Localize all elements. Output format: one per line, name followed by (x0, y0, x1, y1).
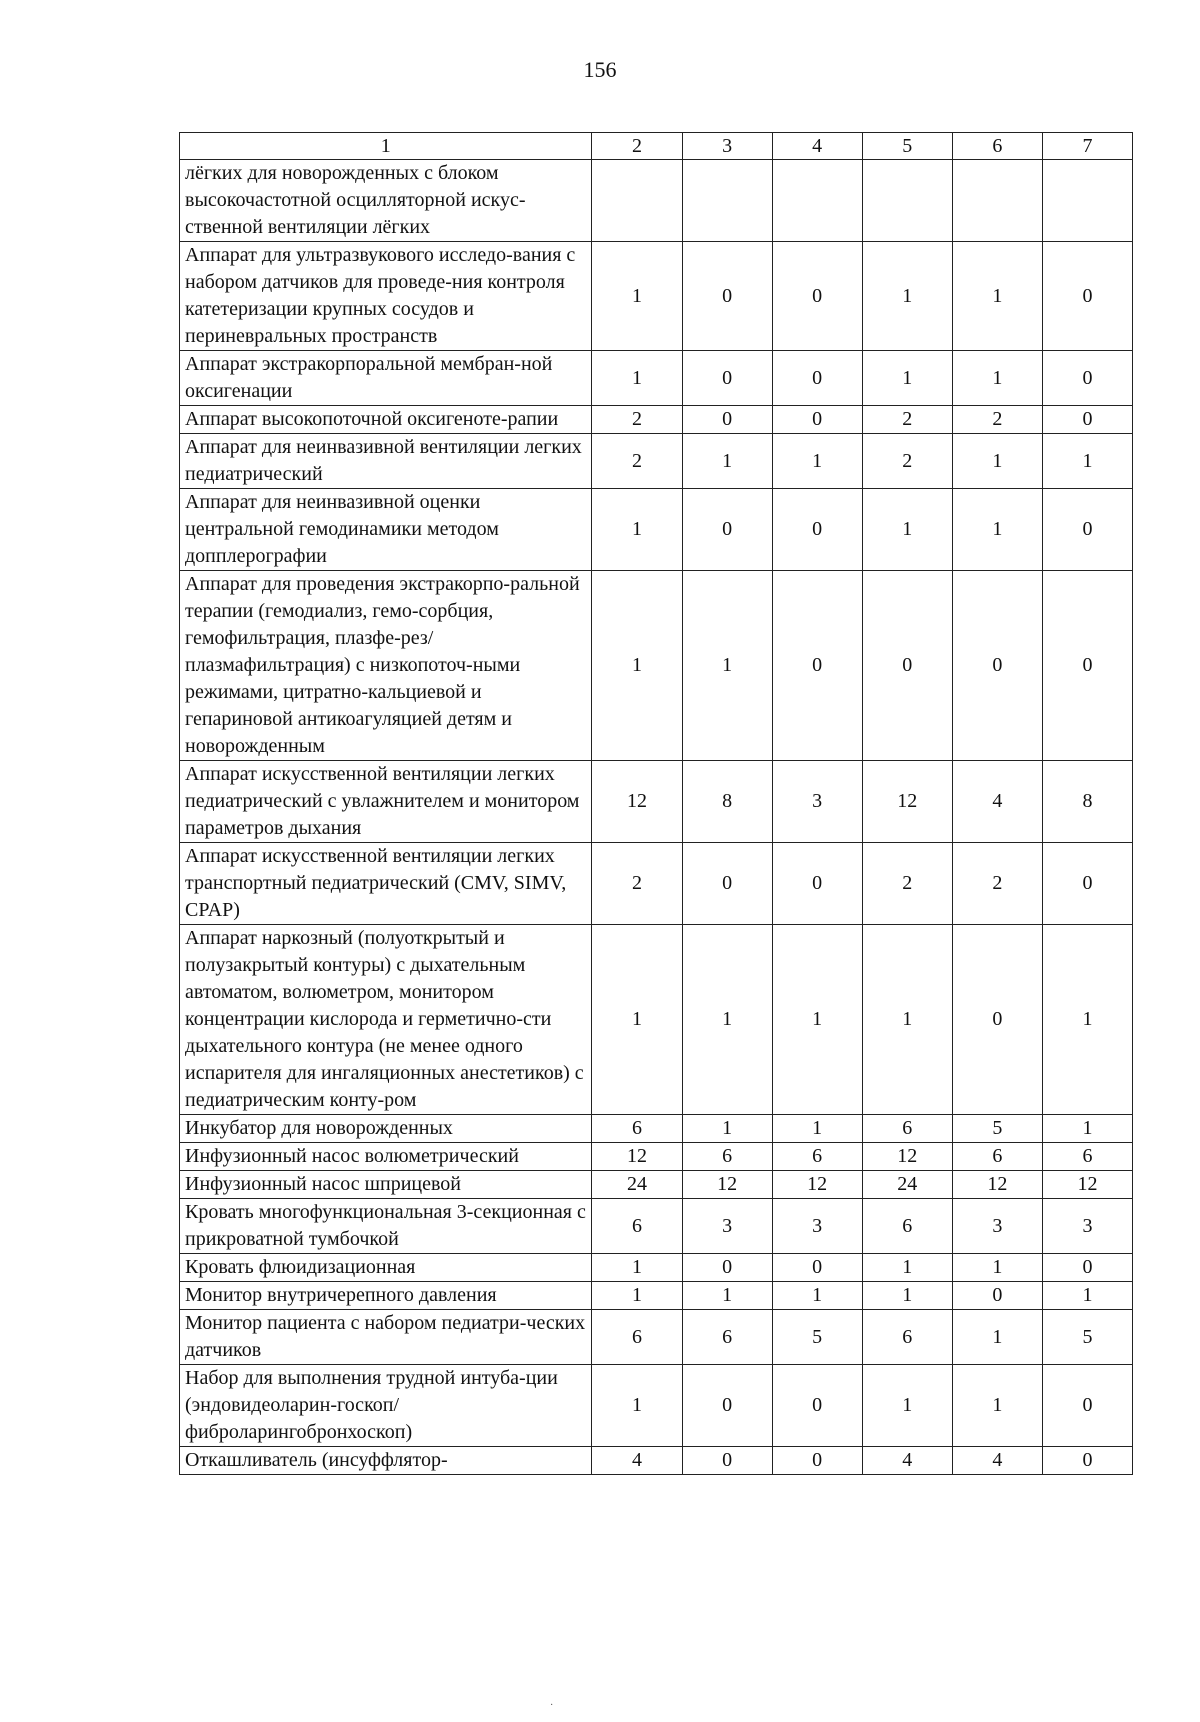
quantity-cell: 0 (682, 351, 772, 406)
quantity-cell: 12 (772, 1171, 862, 1199)
quantity-cell: 0 (1042, 242, 1132, 351)
quantity-cell: 4 (952, 761, 1042, 843)
column-header: 4 (772, 133, 862, 160)
quantity-cell: 0 (682, 843, 772, 925)
quantity-cell: 12 (592, 761, 682, 843)
column-header: 2 (592, 133, 682, 160)
quantity-cell: 12 (592, 1143, 682, 1171)
quantity-cell: 0 (682, 1254, 772, 1282)
quantity-cell: 2 (952, 843, 1042, 925)
quantity-cell: 0 (772, 489, 862, 571)
quantity-cell: 0 (772, 571, 862, 761)
equipment-name-cell: Инфузионный насос шприцевой (180, 1171, 592, 1199)
equipment-name-cell: Аппарат высокопоточной оксигеноте-рапии (180, 406, 592, 434)
table-row (180, 1143, 1133, 1171)
quantity-cell: 8 (682, 761, 772, 843)
quantity-cell: 12 (682, 1171, 772, 1199)
quantity-cell: 0 (952, 1282, 1042, 1310)
quantity-cell: 1 (682, 571, 772, 761)
quantity-cell: 1 (862, 1282, 952, 1310)
equipment-name-cell: Аппарат наркозный (полуоткрытый и полузакрытый контуры) с дыхательным автоматом, волюметром, монитором концентрации кислорода и герметично-сти дыхательного контура (не менее одного испарителя для ингаляционных анестетиков) с педиатрическим конту-ром (180, 925, 592, 1115)
table-row (180, 1447, 1133, 1475)
quantity-cell: 3 (772, 761, 862, 843)
quantity-cell: 12 (862, 761, 952, 843)
quantity-cell: 4 (862, 1447, 952, 1475)
quantity-cell: 0 (772, 1365, 862, 1447)
quantity-cell: 0 (682, 242, 772, 351)
quantity-cell: 2 (592, 843, 682, 925)
quantity-cell: 1 (1042, 925, 1132, 1115)
quantity-cell: 2 (862, 434, 952, 489)
equipment-table-container (179, 132, 1133, 1475)
quantity-cell: 2 (952, 406, 1042, 434)
quantity-cell: 1 (952, 1310, 1042, 1365)
quantity-cell: 1 (952, 1365, 1042, 1447)
quantity-cell: 1 (682, 1115, 772, 1143)
table-row (180, 843, 1133, 925)
quantity-cell: 24 (592, 1171, 682, 1199)
quantity-cell: 0 (1042, 843, 1132, 925)
quantity-cell: 1 (952, 489, 1042, 571)
quantity-cell: 1 (862, 242, 952, 351)
quantity-cell: 0 (1042, 1254, 1132, 1282)
quantity-cell: 6 (772, 1143, 862, 1171)
quantity-cell (952, 160, 1042, 242)
quantity-cell: 1 (1042, 434, 1132, 489)
table-row (180, 1171, 1133, 1199)
equipment-name-cell: Аппарат для ультразвукового исследо-вания с набором датчиков для проведе-ния контроля катетеризации крупных сосудов и периневральных пространств (180, 242, 592, 351)
quantity-cell: 1 (772, 1282, 862, 1310)
quantity-cell: 5 (772, 1310, 862, 1365)
quantity-cell: 1 (682, 925, 772, 1115)
quantity-cell: 4 (592, 1447, 682, 1475)
quantity-cell: 1 (862, 925, 952, 1115)
table-row (180, 434, 1133, 489)
quantity-cell: 0 (772, 351, 862, 406)
quantity-cell: 0 (952, 925, 1042, 1115)
quantity-cell (682, 160, 772, 242)
quantity-cell: 0 (772, 242, 862, 351)
column-header: 3 (682, 133, 772, 160)
equipment-name-cell: Инкубатор для новорожденных (180, 1115, 592, 1143)
quantity-cell: 0 (952, 571, 1042, 761)
equipment-name-cell: Инфузионный насос волюметрический (180, 1143, 592, 1171)
quantity-cell: 0 (1042, 406, 1132, 434)
quantity-cell: 1 (862, 351, 952, 406)
quantity-cell: 1 (772, 925, 862, 1115)
quantity-cell: 1 (952, 1254, 1042, 1282)
column-header: 5 (862, 133, 952, 160)
quantity-cell: 0 (772, 843, 862, 925)
equipment-name-cell: Откашливатель (инсуффлятор- (180, 1447, 592, 1475)
quantity-cell: 1 (772, 1115, 862, 1143)
quantity-cell: 2 (592, 434, 682, 489)
quantity-cell: 1 (862, 1365, 952, 1447)
equipment-name-cell: Кровать многофункциональная 3-секционная с прикроватной тумбочкой (180, 1199, 592, 1254)
quantity-cell: 0 (1042, 351, 1132, 406)
quantity-cell: 0 (682, 489, 772, 571)
equipment-name-cell: Аппарат искусственной вентиляции легких педиатрический с увлажнителем и монитором параметров дыхания (180, 761, 592, 843)
quantity-cell: 1 (592, 571, 682, 761)
quantity-cell: 1 (682, 434, 772, 489)
quantity-cell (1042, 160, 1132, 242)
table-header-row (180, 133, 1133, 160)
quantity-cell: 1 (1042, 1282, 1132, 1310)
column-header: 1 (180, 133, 592, 160)
equipment-name-cell: Аппарат экстракорпоральной мембран-ной оксигенации (180, 351, 592, 406)
equipment-name-cell: Аппарат искусственной вентиляции легких транспортный педиатрический (CMV, SIMV, CPAP) (180, 843, 592, 925)
quantity-cell: 6 (862, 1310, 952, 1365)
quantity-cell: 1 (592, 1282, 682, 1310)
table-row (180, 406, 1133, 434)
table-row (180, 160, 1133, 242)
quantity-cell: 1 (862, 489, 952, 571)
quantity-cell: 0 (862, 571, 952, 761)
table-row (180, 1365, 1133, 1447)
quantity-cell: 3 (772, 1199, 862, 1254)
quantity-cell: 8 (1042, 761, 1132, 843)
equipment-name-cell: Кровать флюидизационная (180, 1254, 592, 1282)
quantity-cell: 5 (1042, 1310, 1132, 1365)
quantity-cell: 1 (1042, 1115, 1132, 1143)
table-row (180, 1199, 1133, 1254)
column-header: 6 (952, 133, 1042, 160)
quantity-cell (772, 160, 862, 242)
equipment-name-cell: Аппарат для неинвазивной вентиляции легких педиатрический (180, 434, 592, 489)
quantity-cell: 6 (682, 1143, 772, 1171)
quantity-cell: 1 (772, 434, 862, 489)
equipment-name-cell: Монитор внутричерепного давления (180, 1282, 592, 1310)
table-row (180, 1115, 1133, 1143)
quantity-cell: 12 (862, 1143, 952, 1171)
quantity-cell: 1 (592, 1254, 682, 1282)
quantity-cell: 0 (1042, 1447, 1132, 1475)
quantity-cell: 0 (1042, 1365, 1132, 1447)
quantity-cell: 0 (772, 406, 862, 434)
table-row (180, 351, 1133, 406)
quantity-cell: 6 (682, 1310, 772, 1365)
table-body (180, 160, 1133, 1475)
quantity-cell: 1 (952, 242, 1042, 351)
quantity-cell: 4 (952, 1447, 1042, 1475)
quantity-cell: 0 (682, 1365, 772, 1447)
quantity-cell: 0 (772, 1254, 862, 1282)
quantity-cell: 1 (592, 925, 682, 1115)
quantity-cell: 0 (1042, 489, 1132, 571)
quantity-cell: 1 (592, 489, 682, 571)
quantity-cell: 1 (592, 1365, 682, 1447)
quantity-cell: 3 (682, 1199, 772, 1254)
table-row (180, 761, 1133, 843)
quantity-cell: 12 (1042, 1171, 1132, 1199)
quantity-cell: 24 (862, 1171, 952, 1199)
equipment-name-cell: Монитор пациента с набором педиатри-ческих датчиков (180, 1310, 592, 1365)
quantity-cell: 2 (862, 843, 952, 925)
column-header: 7 (1042, 133, 1132, 160)
quantity-cell: 0 (772, 1447, 862, 1475)
quantity-cell: 6 (1042, 1143, 1132, 1171)
quantity-cell: 6 (592, 1199, 682, 1254)
quantity-cell: 6 (592, 1310, 682, 1365)
equipment-table (179, 132, 1133, 1475)
quantity-cell: 1 (682, 1282, 772, 1310)
quantity-cell: 0 (682, 406, 772, 434)
scan-speck: · (550, 1700, 554, 1711)
equipment-name-cell: лёгких для новорожденных с блоком высокочастотной осцилляторной искус-ственной вентиляции лёгких (180, 160, 592, 242)
quantity-cell: 6 (592, 1115, 682, 1143)
quantity-cell (592, 160, 682, 242)
quantity-cell: 1 (952, 434, 1042, 489)
quantity-cell: 6 (862, 1199, 952, 1254)
table-row (180, 571, 1133, 761)
quantity-cell: 0 (1042, 571, 1132, 761)
page-number: 156 (583, 57, 617, 82)
quantity-cell: 12 (952, 1171, 1042, 1199)
quantity-cell: 3 (952, 1199, 1042, 1254)
quantity-cell: 2 (862, 406, 952, 434)
quantity-cell: 2 (592, 406, 682, 434)
quantity-cell: 1 (952, 351, 1042, 406)
quantity-cell: 6 (952, 1143, 1042, 1171)
table-row (180, 1282, 1133, 1310)
quantity-cell: 1 (592, 242, 682, 351)
equipment-name-cell: Набор для выполнения трудной интуба-ции (эндовидеоларин-госкоп/фиброларингобронхоскоп) (180, 1365, 592, 1447)
table-row (180, 242, 1133, 351)
table-row (180, 489, 1133, 571)
table-row (180, 1310, 1133, 1365)
equipment-name-cell: Аппарат для неинвазивной оценки центральной гемодинамики методом допплерографии (180, 489, 592, 571)
quantity-cell: 1 (592, 351, 682, 406)
table-row (180, 925, 1133, 1115)
quantity-cell: 5 (952, 1115, 1042, 1143)
quantity-cell (862, 160, 952, 242)
quantity-cell: 6 (862, 1115, 952, 1143)
quantity-cell: 0 (682, 1447, 772, 1475)
quantity-cell: 1 (862, 1254, 952, 1282)
equipment-name-cell: Аппарат для проведения экстракорпо-ральной терапии (гемодиализ, гемо-сорбция, гемофильтрация, плазфе-рез/плазмафильтрация) с низкопоточ-ными режимами, цитратно-кальциевой и гепариновой антикоагуляцией детям и новорожденным (180, 571, 592, 761)
quantity-cell: 3 (1042, 1199, 1132, 1254)
table-row (180, 1254, 1133, 1282)
